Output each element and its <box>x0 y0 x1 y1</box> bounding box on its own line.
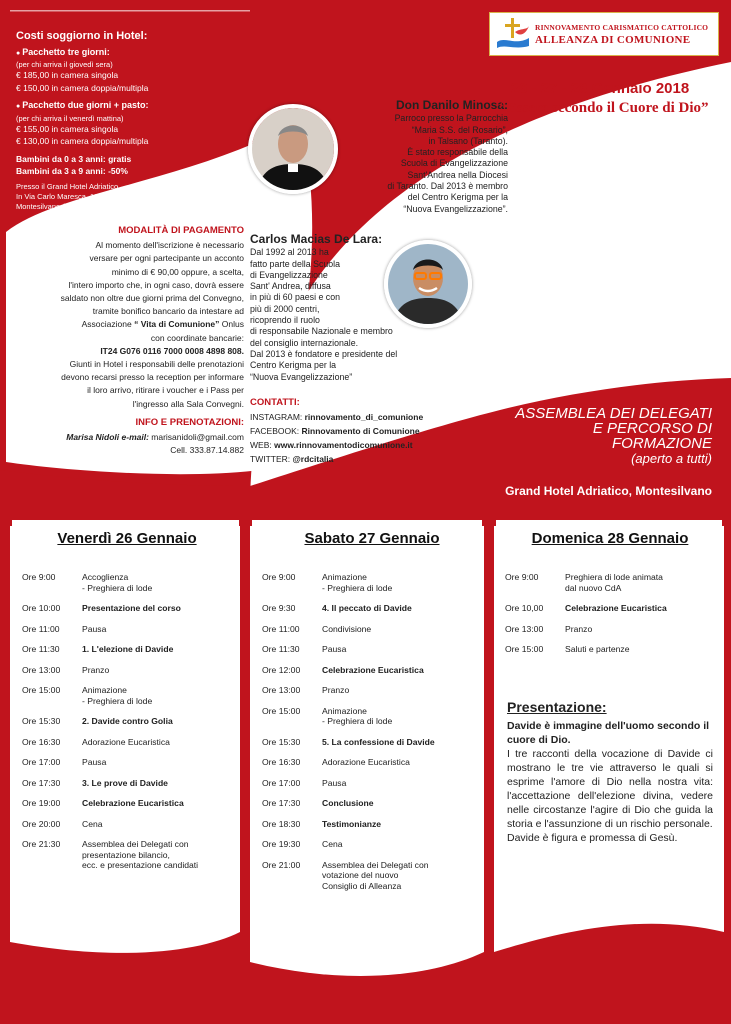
schedule-time: Ore 13:00 <box>22 664 61 675</box>
schedule-row <box>262 665 482 676</box>
speaker2-bio <box>250 234 450 383</box>
package-three-days-title: ● Pacchetto tre giorni: <box>16 46 246 61</box>
dove-cross-icon <box>495 16 531 52</box>
schedule-row <box>22 798 232 809</box>
schedule-row <box>262 778 482 789</box>
bio-line: del consiglio internazionale. <box>250 337 359 348</box>
schedule-activity <box>322 644 482 655</box>
day-title: Sabato 27 Gennaio <box>304 530 440 547</box>
schedule-time: Ore 13:00 <box>505 623 544 634</box>
bio-line: “Nuova Evangelizzazione” <box>250 371 353 382</box>
bio-line: È stato responsabile della <box>407 147 508 158</box>
package-three-days-single: € 185,00 in camera singola <box>16 70 119 80</box>
schedule-activity <box>82 624 232 635</box>
schedule-activity <box>322 624 482 635</box>
event-dates: 26 - 27 - 28 Gennaio 2018 <box>510 80 690 97</box>
activity-text: Saluti e partenze <box>565 644 630 654</box>
schedule-row <box>505 624 715 635</box>
day-title: Domenica 28 Gennaio <box>531 530 689 547</box>
speaker2-name: Carlos Macias De Lara: <box>250 232 383 246</box>
schedule-activity <box>82 716 232 727</box>
schedule-activity <box>82 798 232 809</box>
schedule-row <box>262 737 482 748</box>
activity-text: Conclusione <box>322 798 374 808</box>
schedule-row <box>262 798 482 809</box>
schedule-activity <box>565 572 715 593</box>
activity-text: Presentazione del corso <box>82 603 181 613</box>
activity-text: Celebrazione Eucaristica <box>82 798 184 808</box>
info-cell: Cell. 333.87.14.882 <box>170 445 244 456</box>
schedule-time: Ore 13:00 <box>262 685 301 695</box>
schedule-activity <box>322 685 482 696</box>
day-column-saturday <box>262 530 482 901</box>
bio-line: ricoprendo il ruolo <box>250 315 320 326</box>
schedule-row <box>22 665 232 676</box>
hotel-address-line: Montesilvano (PE). <box>16 201 80 211</box>
schedule-row <box>22 603 232 614</box>
bio-line: di responsabile Nazionale e membro <box>250 326 393 337</box>
package-three-days-note: (per chi arriva il giovedì sera) <box>16 60 113 69</box>
schedule-activity <box>322 757 482 768</box>
schedule-activity <box>565 603 715 614</box>
schedule-time: Ore 17:30 <box>22 777 61 788</box>
schedule-row <box>262 603 482 614</box>
schedule-row <box>262 839 482 850</box>
payment-line: tramite bonifico bancario da intestare ad <box>92 306 244 317</box>
activity-text: Pranzo <box>322 685 350 695</box>
payment-title: MODALITÀ DI PAGAMENTO <box>118 225 244 236</box>
schedule-time: Ore 21:30 <box>22 839 61 849</box>
assembly-line: ASSEMBLEA DEI DELEGATI <box>515 405 712 422</box>
schedule-activity <box>82 644 232 655</box>
payment-line: l'intero importo che, in ogni caso, dovrà essere <box>68 279 244 290</box>
payment-association: Associazione “ Vita di Comunione” Onlus <box>81 319 244 330</box>
schedule-time: Ore 17:00 <box>22 757 61 767</box>
event-venue: Grand Hotel Adriatico, Montesilvano <box>505 484 712 498</box>
schedule-activity <box>82 839 232 871</box>
package-two-days-title: ● Pacchetto due giorni + pasto: <box>16 99 246 114</box>
activity-text: Assemblea dei Delegati con <box>82 839 189 849</box>
logo-line1: RINNOVAMENTO CARISMATICO CATTOLICO <box>535 22 709 32</box>
bio-line: “Nuova Evangelizzazione”. <box>403 203 508 214</box>
presentation-body: I tre racconti della vocazione di Davide ci mostrano le tre vie attraverso le quali si esprime l'amore di Dio nella nostra vita: l'accettazione dell'elezione divina, vedere nelle circostanze l'agire di Dio che guida la storia e l'assunzione di un rischio personale. <box>507 748 713 830</box>
event-slogan: “Essere secondo il Cuore di Dio” <box>499 100 709 116</box>
schedule-time: Ore 20:00 <box>22 818 61 829</box>
payment-line: versare per ogni partecipante un acconto <box>89 253 244 264</box>
schedule-activity <box>322 860 482 892</box>
activity-subtext: presentazione bilancio, <box>82 849 170 860</box>
schedule-time: Ore 11:00 <box>262 623 300 634</box>
schedule-list <box>22 572 232 871</box>
activity-text: Animazione <box>82 685 127 695</box>
activity-text: Pausa <box>82 623 107 634</box>
schedule-time: Ore 18:30 <box>262 818 301 829</box>
contacts-section <box>250 396 490 466</box>
schedule-activity <box>322 737 482 748</box>
hotel-address-line: Presso il Grand Hotel Adriatico <box>16 181 119 191</box>
organization-logo <box>489 12 719 56</box>
bio-line: Dal 2013 è fondatore e presidente del <box>250 348 398 359</box>
schedule-row <box>505 603 715 614</box>
kids-discount: Bambini da 3 a 9 anni: -50% <box>16 166 128 176</box>
activity-text: Cena <box>82 818 103 829</box>
schedule-row <box>262 706 482 727</box>
schedule-row <box>22 737 232 748</box>
schedule-time: Ore 16:30 <box>262 757 301 767</box>
activity-subtext: - Preghiera di lode <box>82 695 153 706</box>
schedule-time: Ore 11:00 <box>22 623 60 634</box>
activity-text: Condivisione <box>322 623 372 634</box>
activity-text: 1. L'elezione di Davide <box>82 644 174 654</box>
schedule-time: Ore 21:00 <box>262 859 301 870</box>
schedule-time: Ore 11:30 <box>262 644 300 654</box>
schedule-time: Ore 9:30 <box>262 603 296 613</box>
schedule-time: Ore 9:00 <box>262 572 296 582</box>
activity-text: Animazione <box>322 705 367 716</box>
schedule-row <box>262 624 482 635</box>
payment-line: minimo di € 90,00 oppure, a scelta, <box>111 266 244 277</box>
schedule-activity <box>82 603 232 614</box>
hotel-costs <box>16 30 246 212</box>
schedule-list <box>262 572 482 891</box>
activity-text: Pausa <box>322 644 347 654</box>
activity-subtext: dal nuovo CdA <box>565 582 622 593</box>
activity-text: Testimonianze <box>322 818 382 829</box>
speaker1-name: Don Danilo Minosa: <box>396 98 508 112</box>
bio-line: fatto parte della Scuola <box>250 258 340 269</box>
schedule-time: Ore 15:30 <box>22 716 61 726</box>
payment-line: il loro arrivo, ritirare i voucher e i Pass per <box>87 385 244 396</box>
assembly-line: FORMAZIONE <box>612 435 712 452</box>
bio-line: del Centro Kerigma per la <box>407 192 508 203</box>
schedule-row <box>22 839 232 871</box>
bio-line: in più di 60 paesi e con <box>250 292 340 303</box>
activity-text: Adorazione Eucaristica <box>82 736 170 747</box>
iban: IT24 G076 0116 7000 0008 4898 808. <box>100 345 244 356</box>
payment-line: Al momento dell'iscrizione è necessario <box>95 240 244 251</box>
hotel-address <box>16 182 246 212</box>
activity-text: Pausa <box>82 757 107 767</box>
schedule-activity <box>82 819 232 830</box>
payment-line: devono recarsi presso la reception per informare <box>61 372 244 383</box>
schedule-time: Ore 11:30 <box>22 644 60 654</box>
costs-title: Costi soggiorno in Hotel: <box>16 30 148 42</box>
schedule-time: Ore 10,00 <box>505 603 544 613</box>
schedule-activity <box>82 572 232 593</box>
info-contact: Marisa Nidoli e-mail: marisanidoli@gmail.com <box>66 432 244 443</box>
schedule-time: Ore 9:00 <box>22 572 56 582</box>
activity-text: Pranzo <box>82 664 110 675</box>
payment-line: con coordinate bancarie: <box>150 332 244 343</box>
payment-section <box>22 224 244 457</box>
schedule-row <box>22 644 232 655</box>
schedule-activity <box>322 798 482 809</box>
activity-text: Preghiera di lode animata <box>565 572 663 582</box>
schedule-row <box>22 757 232 768</box>
schedule-activity <box>322 706 482 727</box>
activity-text: 2. Davide contro Golia <box>82 716 173 726</box>
assembly-open: (aperto a tutti) <box>631 451 712 466</box>
activity-text: Adorazione Eucaristica <box>322 757 410 767</box>
presentation-lead: Davide è immagine dell'uomo secondo il cuore di Dio. <box>507 720 710 746</box>
schedule-time: Ore 15:00 <box>22 685 61 695</box>
bio-line: Centro Kerigma per la <box>250 360 337 371</box>
schedule-time: Ore 17:00 <box>262 777 301 788</box>
schedule-row <box>262 757 482 768</box>
schedule-row <box>262 685 482 696</box>
schedule-activity <box>322 603 482 614</box>
heart-of-hearts-icon <box>492 130 712 340</box>
payment-line: saldato non oltre due giorni prima del Convegno, <box>60 293 244 304</box>
schedule-activity <box>322 839 482 850</box>
day-title: Venerdì 26 Gennaio <box>57 530 197 547</box>
presentation-section <box>507 700 713 845</box>
schedule-time: Ore 15:30 <box>262 736 301 747</box>
kids-free: Bambini da 0 a 3 anni: gratis <box>16 153 132 164</box>
schedule-activity <box>82 737 232 748</box>
presentation-title: Presentazione: <box>507 699 607 715</box>
schedule-row <box>22 685 232 706</box>
bio-line: Sant'Andrea nella Diocesi <box>407 169 508 180</box>
package-two-days-double: € 130,00 in camera doppia/multipla <box>16 136 149 146</box>
schedule-row <box>505 644 715 655</box>
schedule-activity <box>322 778 482 789</box>
presentation-closing: Davide è figura e promessa di Gesù. <box>507 832 678 844</box>
schedule-time: Ore 10:00 <box>22 603 61 613</box>
schedule-activity <box>322 665 482 676</box>
assembly-line: E PERCORSO DI <box>592 420 712 437</box>
contact-web[interactable]: WEB: www.rinnovamentodicomunione.it <box>250 440 413 450</box>
schedule-row <box>262 819 482 830</box>
hotel-address-line: In Via Carlo Maresca, 10 <box>16 191 99 201</box>
activity-text: Animazione <box>322 572 367 582</box>
speaker1-bio <box>318 100 508 215</box>
activity-subtext: - Preghiera di lode <box>322 582 393 593</box>
schedule-time: Ore 9:00 <box>505 572 539 582</box>
schedule-time: Ore 15:00 <box>262 705 301 716</box>
activity-subtext: Consiglio di Alleanza <box>322 880 402 891</box>
schedule-time: Ore 16:30 <box>22 736 61 747</box>
schedule-row <box>262 572 482 593</box>
schedule-time: Ore 15:00 <box>505 644 544 654</box>
day-column-friday <box>22 530 232 881</box>
schedule-row <box>262 860 482 892</box>
activity-text: 5. La confessione di Davide <box>322 736 435 747</box>
schedule-activity <box>565 624 715 635</box>
bio-line: “Maria S.S. del Rosario”, <box>411 124 508 135</box>
activity-subtext: - Preghiera di lode <box>82 582 153 593</box>
bio-line: Scuola di Evangelizzazione <box>400 158 508 169</box>
schedule-row <box>22 716 232 727</box>
schedule-time: Ore 17:30 <box>262 798 301 808</box>
schedule-row <box>22 624 232 635</box>
activity-text: Accoglienza <box>82 572 129 582</box>
schedule-time: Ore 19:00 <box>22 798 61 808</box>
package-two-days-note: (per chi arriva il venerdì mattina) <box>16 113 124 123</box>
schedule-row <box>22 778 232 789</box>
activity-subtext: - Preghiera di lode <box>322 716 393 726</box>
activity-text: 3. Le prove di Davide <box>82 777 168 788</box>
bio-line: Sant' Andrea, diffusa <box>250 281 331 292</box>
activity-text: Pausa <box>322 777 347 788</box>
schedule-activity <box>565 644 715 655</box>
activity-text: 4. Il peccato di Davide <box>322 603 412 613</box>
payment-line: Giunti in Hotel i responsabili delle prenotazioni <box>69 359 244 370</box>
contact-twitter[interactable]: TWITTER: @rdcitalia <box>250 454 334 464</box>
bottom-panel <box>0 512 731 1024</box>
schedule-activity <box>82 685 232 706</box>
activity-text: Pranzo <box>565 623 593 634</box>
activity-text: Assemblea dei Delegati con <box>322 859 429 870</box>
schedule-row <box>22 819 232 830</box>
activity-subtext: votazione del nuovo <box>322 870 399 880</box>
bio-line: in Talsano (Taranto). <box>428 135 508 146</box>
schedule-row <box>262 644 482 655</box>
schedule-row <box>505 572 715 593</box>
activity-text: Celebrazione Eucaristica <box>565 603 667 613</box>
payment-line: l'ingresso alla Sala Convegni. <box>132 398 244 409</box>
contacts-title: CONTATTI: <box>250 397 300 408</box>
activity-subtext: ecc. e presentazione candidati <box>82 860 199 870</box>
day-column-sunday <box>505 530 715 665</box>
package-three-days-double: € 150,00 in camera doppia/multipla <box>16 82 149 93</box>
bio-line: Dal 1992 al 2013 ha <box>250 247 329 258</box>
schedule-activity <box>322 819 482 830</box>
schedule-row <box>22 572 232 593</box>
activity-text: Cena <box>322 839 343 849</box>
contact-facebook[interactable]: FACEBOOK: Rinnovamento di Comunione <box>250 426 420 436</box>
logo-line2: ALLEANZA DI COMUNIONE <box>535 33 691 46</box>
bio-line: di Taranto. Dal 2013 è membro <box>387 181 508 192</box>
info-title: INFO E PRENOTAZIONI: <box>135 416 244 428</box>
package-two-days-single: € 155,00 in camera singola <box>16 123 119 134</box>
schedule-activity <box>82 757 232 768</box>
schedule-list <box>505 572 715 655</box>
activity-text: Celebrazione Eucaristica <box>322 664 424 675</box>
bio-line: Parroco presso la Parrocchia <box>394 113 508 124</box>
schedule-activity <box>82 665 232 676</box>
schedule-time: Ore 12:00 <box>262 664 301 675</box>
schedule-activity <box>82 778 232 789</box>
bio-line: più di 2000 centri, <box>250 303 320 314</box>
schedule-activity <box>322 572 482 593</box>
bio-line: di Evangelizzazione <box>250 269 328 280</box>
assembly-title <box>480 406 712 466</box>
contact-instagram[interactable]: INSTAGRAM: rinnovamento_di_comunione <box>250 412 424 422</box>
schedule-time: Ore 19:30 <box>262 839 301 849</box>
